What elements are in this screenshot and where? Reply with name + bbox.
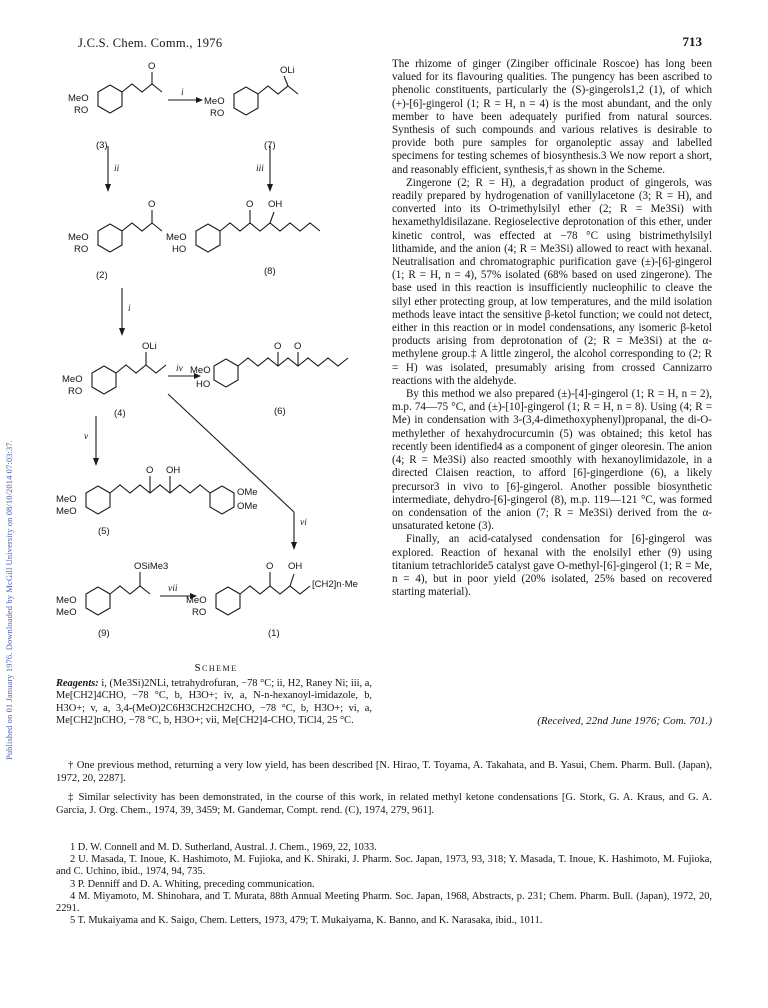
atom-label: OH (166, 465, 181, 476)
atom-label: MeO (186, 595, 207, 606)
structure-3 (98, 72, 162, 113)
atom-label: O (148, 61, 156, 72)
structure-6 (214, 352, 348, 387)
atom-label: O (274, 341, 282, 352)
atom-label: MeO (204, 96, 225, 107)
atom-label: MeO (56, 607, 77, 618)
atom-label: MeO (56, 506, 77, 517)
footnote-dagger: † One previous method, returning a very low yield, has been described [N. Hirao, T. Toyama, A. Takahata, and B. Yasui, Chem. Pharm. Bull. (Japan), 1972, 20, 2287]. (56, 760, 712, 784)
footnote-double-dagger: ‡ Similar selectivity has been demonstrated, in the course of this work, in related methyl ketone condensations [G. Stork, G. A. Kraus, and G. A. Garcia, J. Org. Chem., 1974, 39, 3459; M. Gandemar, Compt. rend. (C), 1974, 279, 961]. (56, 792, 712, 816)
atom-label: OLi (280, 65, 295, 76)
atom-label: OMe (237, 501, 258, 512)
atom-label: RO (68, 386, 83, 397)
atom-label: O (266, 561, 274, 572)
atom-label: OH (268, 199, 283, 210)
reagents-lead: Reagents: (56, 678, 99, 689)
atom-label: MeO (190, 365, 211, 376)
paragraph: The rhizome of ginger (Zingiber officinale Roscoe) has long been valued for its flavouring qualities. The pungency has been ascribed to phenolic constituents, particularly the (S)-gingerols1,2 (1), of which (+)-[6]-gingerol (1; R = H, n = 4) is the most abundant, and the only member to have been adequately purified from natural sources. Synthesis of such compounds and various relatives is desirable to provide both pure samples for organoleptic assay and labelled specimens for testing schemes of biosynthesis.3 We now report a short, and reasonably efficient, synthesis,† as shown in the Scheme. (392, 58, 712, 176)
reference-item: 5 T. Mukaiyama and K. Saigo, Chem. Letters, 1973, 479; T. Mukaiyama, K. Banno, and K. Narasaka, ibid., 1011. (70, 915, 543, 927)
atom-label: MeO (62, 374, 83, 385)
page-number: 713 (682, 34, 702, 49)
reference-item: 2 U. Masada, T. Inoue, K. Hashimoto, M. Fujioka, and K. Shiraki, J. Pharm. Soc. Japan, 1973, 93, 318; Y. Masada, T. Inoue, K. Hashimoto, M. Fujioka, and C. Uchino, ibid., 1974, 94, 735. (56, 854, 712, 878)
atom-label: OLi (142, 341, 157, 352)
reaction-scheme (56, 61, 376, 666)
scheme-reagents (56, 678, 372, 727)
atom-label: RO (210, 108, 225, 119)
atom-label: O (146, 465, 154, 476)
compound-number-3: (3) (96, 140, 108, 151)
atom-label: MeO (68, 232, 89, 243)
compound-number-8: (8) (264, 266, 276, 277)
reference-item: 3 P. Denniff and D. A. Whiting, preceding communication. (70, 878, 315, 890)
arrow-label-iii: iii (256, 164, 264, 174)
running-head: J.C.S. Chem. Comm., 1976 (78, 36, 223, 50)
atom-label: [CH2]n·Me (312, 579, 358, 590)
arrow-label-vii: vii (168, 584, 178, 594)
structure-4 (92, 352, 166, 394)
atom-label: MeO (56, 494, 77, 505)
atom-label: MeO (166, 232, 187, 243)
structure-8 (196, 210, 320, 252)
paragraph: By this method we also prepared (±)-[4]-gingerol (1; R = H, n = 2), m.p. 74—75 °C, and (±)-[10]-gingerol (1; R = H, n = 8). Using (4; R = Me) in condensation with 3-(3,4-dimethoxyphenyl)propanal, the di-O-methylether of hexahydrocurcumin (5) was obtained; this ketol has recently been identified4 as a component of ginger oleoresin. The anion (4; R = Me3Si) also reacted smoothly with hexanoylimidazole, in a directed Claisen reaction, to afford [6]-gingerdione (6), a likely precursor3 in vivo to [6]-gingerol. Another possible biosynthetic intermediate, dehydro-[6]-gingerol (8), m.p. 119—121 °C, was formed on condensation of the anion (7; R = Me3Si) derived from the α-unsaturated ketone (3). (392, 388, 712, 533)
atom-label: MeO (68, 93, 89, 104)
atom-label: OSiMe3 (134, 561, 169, 572)
arrow-label-ii: ii (114, 164, 120, 174)
arrow-label-i: i (181, 88, 184, 98)
arrow-label-i-second: i (128, 304, 131, 314)
footnotes (56, 760, 712, 824)
paragraph: Zingerone (2; R = H), a degradation product of gingerols, was readily prepared by hydrogenation of vanillylacetone (3; R = H), and converted into its O-trimethylsilyl ether (2; R = Me3Si) with hexamethyldisilazane. Regioselective deprotonation of this ether, under kinetic control, was effected at −78 °C using bistrimethylsilyl lithamide, and the anion (4; R = Me3Si) allowed to react with hexanal. Neutralisation and chromatographic purification gave (±)-[6]-gingerol (1; R = H, n = 4), 57% isolated (68% based on used zingerone). The base used in this reaction is insufficiently nucleophilic to cleave the silyl ether protecting group, at low temperatures, and the mild isolation methods leave intact the sensitive β-ketol function; we could not detect, either in this reaction or in model condensations, any isomeric β-ketol products arising from deprotonation of (2; R = Me3Si) at the α-methylene group.‡ A little zingerol, the alcohol corresponding to (2; R = H) was isolated, presumably arising from crossed Cannizarro reactions with the aldehyde. (392, 176, 712, 387)
atom-label: O (148, 199, 156, 210)
reference-item: 1 D. W. Connell and M. D. Sutherland, Austral. J. Chem., 1969, 22, 1033. (70, 842, 377, 853)
compound-number-2: (2) (96, 270, 108, 281)
compound-number-5: (5) (98, 526, 110, 537)
structure-1 (216, 572, 310, 615)
structure-7 (234, 76, 298, 115)
download-watermark: Published on 01 January 1976. Downloaded by McGill University on 08/10/2014 07:03:37. (4, 440, 14, 760)
atom-label: O (246, 199, 254, 210)
arrow-label-iv: iv (176, 364, 183, 374)
atom-label: MeO (56, 595, 77, 606)
arrow-label-v: v (84, 432, 89, 442)
compound-number-1: (1) (268, 628, 280, 639)
compound-number-9: (9) (98, 628, 110, 639)
reference-item: 4 M. Miyamoto, M. Shinohara, and T. Murata, 88th Annual Meeting Pharm. Soc. Japan, 1968, Abstracts, p. 231; Chem. Pharm. Bull. (Japan), 1972, 20, 2291. (56, 890, 712, 915)
reference-list (56, 842, 712, 927)
compound-number-7: (7) (264, 140, 276, 151)
atom-label: RO (74, 244, 89, 255)
atom-label: HO (196, 379, 211, 390)
compound-number-4: (4) (114, 408, 126, 419)
paragraph: Finally, an acid-catalysed condensation for [6]-gingerol was explored. Reaction of hexanal with the enolsilyl ether (9) using titanium tetrachloride5 catalyst gave O-methyl-[6]-gingerol (1; R = Me, n = 4), but in poor yield (20% isolated, 25% based on recovered starting material). (392, 533, 712, 599)
atom-label: HO (172, 244, 187, 255)
atom-label: OH (288, 561, 303, 572)
structure-5 (86, 476, 234, 514)
received-date: (Received, 22nd June 1976; Com. 701.) (537, 715, 712, 727)
structure-9 (86, 572, 150, 615)
article-body (392, 58, 712, 599)
scheme-title: Scheme (194, 662, 238, 674)
arrow-label-vi: vi (300, 518, 307, 528)
compound-number-6: (6) (274, 406, 286, 417)
atom-label: O (294, 341, 302, 352)
atom-label: RO (192, 607, 207, 618)
atom-label: OMe (237, 487, 258, 498)
structure-2 (98, 210, 162, 252)
atom-label: RO (74, 105, 89, 116)
scheme-drawing (56, 66, 376, 666)
reagents-text: i, (Me3Si)2NLi, tetrahydrofuran, −78 °C; ii, H2, Raney Ni; iii, a, Me[CH2]4CHO, −78 °C, b, H3O+; iv, a, N-n-hexanoyl-imidazole, b, H3O+; v, a, 3,4-(MeO)2C6H3CH2CH2CHO, −78 °C, b, H3O+; vi, a, Me[CH2]nCHO, −78 °C, b, H3O+; vii, Me[CH2]4-CHO, TiCl4, 25 °C. (56, 678, 372, 726)
